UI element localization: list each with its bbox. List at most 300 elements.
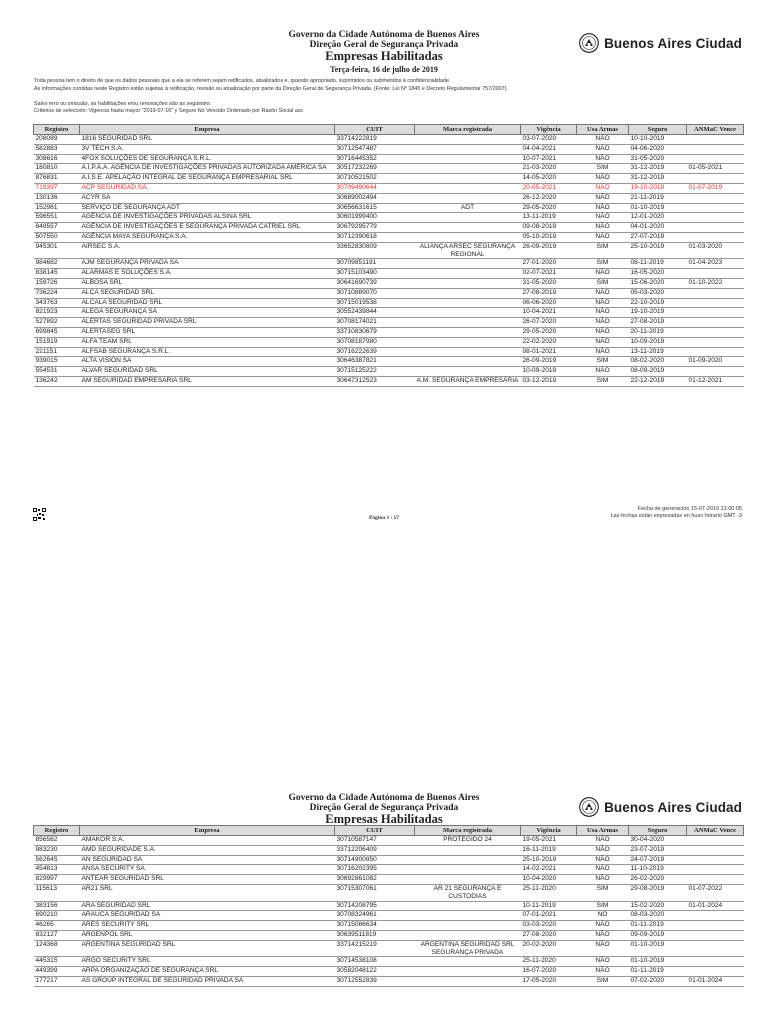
cell-anmac: [687, 347, 744, 357]
cell-empresa: ACYR SA: [80, 193, 335, 203]
cell-empresa: SERVIÇO DE SEGURANÇA ADT: [80, 203, 335, 213]
cell-registro: 180810: [34, 164, 80, 174]
cell-seguro: 10-10-2019: [629, 135, 687, 145]
cell-empresa: ARAUCA SEGURIDAD SA: [80, 911, 335, 921]
cell-anmac: [687, 327, 744, 337]
cell-vigencia: 26-09-2019: [521, 357, 577, 367]
cell-anmac: [687, 223, 744, 233]
cell-empresa: AIRSEC S.A.: [80, 242, 335, 259]
document-page-2: [0, 788, 768, 1024]
cell-anmac: 01-04-2023: [687, 259, 744, 269]
cell-usa-armas: SIM: [577, 278, 629, 288]
generation-date: Fecha de generación 15-07-2019 21:00:05: [637, 506, 742, 512]
cell-anmac: [687, 318, 744, 328]
cell-empresa: ACP SEGURIDAD SA.: [80, 183, 335, 193]
cell-usa-armas: NÃO: [577, 865, 629, 875]
city-seal-icon: [579, 33, 599, 53]
cell-registro: 596551: [34, 213, 80, 223]
cell-marca: [415, 865, 521, 875]
cell-anmac: 01-12-2021: [687, 376, 744, 386]
cell-vigencia: 17-05-2020: [521, 976, 577, 986]
table-row: [34, 930, 744, 940]
table-row: [34, 135, 744, 145]
cell-registro: 124368: [34, 940, 80, 957]
cell-marca: [415, 298, 521, 308]
cell-vigencia: 03-07-2020: [521, 135, 577, 145]
cell-vigencia: 21-03-2020: [521, 164, 577, 174]
column-header-marca: Marca registrada: [415, 826, 521, 836]
cell-cuit: 30710587147: [335, 836, 415, 846]
column-header-anmac: ANMaC Vence: [687, 125, 744, 135]
cell-marca: PROTEGIDO 24: [415, 836, 521, 846]
cell-seguro: 01-10-2019: [629, 957, 687, 967]
cell-seguro: 31-05-2020: [629, 154, 687, 164]
cell-registro: 821923: [34, 308, 80, 318]
cell-marca: ADT: [415, 203, 521, 213]
cell-cuit: 33710830679: [335, 327, 415, 337]
cell-usa-armas: NÃO: [577, 318, 629, 328]
cell-cuit: 30601999400: [335, 213, 415, 223]
cell-seguro: 08-02-2020: [629, 357, 687, 367]
table-row: [34, 901, 744, 911]
cell-marca: [415, 901, 521, 911]
cell-usa-armas: NÃO: [577, 144, 629, 154]
cell-marca: [415, 213, 521, 223]
cell-registro: 939015: [34, 357, 80, 367]
cell-seguro: 10-09-2019: [629, 337, 687, 347]
cell-usa-armas: NÃO: [577, 921, 629, 931]
cell-cuit: 30715103490: [335, 269, 415, 279]
page-number: Página 1 / 17: [368, 515, 400, 521]
cell-usa-armas: NÃO: [577, 269, 629, 279]
cell-vigencia: 16-07-2020: [521, 967, 577, 977]
cell-empresa: AR21 SRL: [80, 884, 335, 901]
cell-seguro: 08-03-2020: [629, 911, 687, 921]
cell-cuit: 30582048122: [335, 967, 415, 977]
cell-cuit: 30708187980: [335, 337, 415, 347]
cell-vigencia: 25-10-2019: [521, 855, 577, 865]
cell-empresa: ANTEAR SEGURIDAD SRL: [80, 875, 335, 885]
cell-vigencia: 13-11-2019: [521, 213, 577, 223]
cell-cuit: 30708324961: [335, 911, 415, 921]
cell-usa-armas: NÃO: [577, 232, 629, 242]
cell-anmac: [687, 865, 744, 875]
cell-anmac: [687, 144, 744, 154]
column-header-vigencia: Vigência: [521, 125, 577, 135]
cell-registro: 832127: [34, 930, 80, 940]
table-row: [34, 855, 744, 865]
table-row: [34, 242, 744, 259]
cell-empresa: ALARMAS E SOLUÇÕES S.A.: [80, 269, 335, 279]
cell-cuit: 30714208795: [335, 901, 415, 911]
table-row: [34, 318, 744, 328]
table-row: [34, 154, 744, 164]
cell-cuit: 30712547487: [335, 144, 415, 154]
cell-seguro: 12-01-2020: [629, 213, 687, 223]
cell-usa-armas: NÃO: [577, 337, 629, 347]
cell-marca: [415, 135, 521, 145]
cell-registro: 984682: [34, 259, 80, 269]
cell-cuit: 30715307061: [335, 884, 415, 901]
cell-empresa: ALCALA SEGURIDAD SRL: [80, 298, 335, 308]
cell-cuit: 33712206409: [335, 845, 415, 855]
cell-anmac: 01-10-2022: [687, 278, 744, 288]
cell-vigencia: 09-08-2019: [521, 223, 577, 233]
cell-seguro: 09-09-2019: [629, 930, 687, 940]
table-row: [34, 259, 744, 269]
cell-vigencia: 03-12-2019: [521, 376, 577, 386]
table-row: [34, 327, 744, 337]
cell-usa-armas: NÃO: [577, 327, 629, 337]
cell-anmac: [687, 135, 744, 145]
column-header-registro: Registro: [34, 826, 80, 836]
cell-vigencia: 10-04-2020: [521, 875, 577, 885]
cell-registro: 856582: [34, 836, 80, 846]
cell-registro: 383156: [34, 901, 80, 911]
cell-registro: 445315: [34, 957, 80, 967]
cell-usa-armas: NÃO: [577, 836, 629, 846]
timezone-note: Las fechas están expresadas en huso horario GMT -3: [610, 513, 742, 519]
cell-empresa: A.I.S.E. APELAÇÃO INTEGRAL DE SEGURANÇA EMPRESARIAL SRL: [80, 174, 335, 184]
column-header-seguro: Seguro: [629, 826, 687, 836]
cell-empresa: AMD SEGURIDADE S.A.: [80, 845, 335, 855]
cell-anmac: [687, 154, 744, 164]
table-header-row: [34, 826, 744, 836]
cell-vigencia: 26-12-2020: [521, 193, 577, 203]
cell-empresa: AM SEGURIDAD EMPRESARIA SRL: [80, 376, 335, 386]
cell-cuit: 33714215219: [335, 940, 415, 957]
page-gap: [0, 540, 768, 788]
cell-registro: 562645: [34, 855, 80, 865]
cell-marca: [415, 223, 521, 233]
cell-anmac: [687, 940, 744, 957]
cell-marca: [415, 269, 521, 279]
cell-seguro: 08-09-2019: [629, 367, 687, 377]
cell-marca: [415, 337, 521, 347]
cell-usa-armas: NÃO: [577, 930, 629, 940]
cell-empresa: ALERTASEG SRL: [80, 327, 335, 337]
cell-seguro: 29-08-2019: [629, 884, 687, 901]
cell-marca: [415, 957, 521, 967]
cell-seguro: 25-10-2019: [629, 242, 687, 259]
cell-registro: 130136: [34, 193, 80, 203]
report-date: Terça-feira, 16 de julho de 2019: [330, 65, 438, 74]
cell-registro: 177217: [34, 976, 80, 986]
cell-empresa: ALTA VISION SA: [80, 357, 335, 367]
cell-seguro: 24-07-2019: [629, 855, 687, 865]
column-header-cuit: CUIT: [335, 826, 415, 836]
cell-cuit: 30708174021: [335, 318, 415, 328]
cell-seguro: 01-10-2019: [629, 940, 687, 957]
cell-registro: 699845: [34, 327, 80, 337]
cell-empresa: A.I.P.A.A. AGÊNCIA DE INVESTIGAÇÕES PRIVADAS AUTORIZADA AMÉRICA SA: [80, 164, 335, 174]
cell-registro: 983230: [34, 845, 80, 855]
generation-info: [611, 506, 742, 520]
legal-notes: [34, 78, 734, 116]
cell-seguro: 13-11-2019: [629, 347, 687, 357]
column-header-cuit: CUIT: [335, 125, 415, 135]
cell-anmac: [687, 930, 744, 940]
cell-vigencia: 10-11-2019: [521, 901, 577, 911]
cell-vigencia: 27-08-2019: [521, 288, 577, 298]
cell-empresa: ARPA ORGANIZAÇÃO DE SEGURANÇA SRL: [80, 967, 335, 977]
cell-anmac: [687, 174, 744, 184]
table-row: [34, 203, 744, 213]
table-row: [34, 367, 744, 377]
cell-registro: 554531: [34, 367, 80, 377]
cell-empresa: ALFA TEAM SRL: [80, 337, 335, 347]
cell-usa-armas: NÃO: [577, 855, 629, 865]
cell-usa-armas: SIM: [577, 164, 629, 174]
cell-empresa: ALBOSA SRL: [80, 278, 335, 288]
note-line: As informações contidas neste Registro estão sujeitas à retificação, revisão ou atualização por parte da Direção Geral de Segurança Privada. (Fonte: Lei Nº 1845 e Decreto Regulamentar 757/2007).: [34, 85, 508, 92]
cell-usa-armas: NO: [577, 911, 629, 921]
cell-seguro: 20-11-2019: [629, 327, 687, 337]
cell-seguro: 19-10-2019: [629, 183, 687, 193]
cell-seguro: 30-04-2020: [629, 836, 687, 846]
cell-cuit: 30715086634: [335, 921, 415, 931]
cell-cuit: 30639511819: [335, 930, 415, 940]
cell-cuit: 30641690739: [335, 278, 415, 288]
cell-anmac: [687, 911, 744, 921]
cell-vigencia: 27-01-2020: [521, 259, 577, 269]
cell-vigencia: 29-05-2020: [521, 203, 577, 213]
cell-anmac: [687, 288, 744, 298]
cell-registro: 151919: [34, 337, 80, 347]
cell-vigencia: 26-07-2020: [521, 318, 577, 328]
city-seal-icon: [579, 797, 599, 817]
cell-marca: [415, 875, 521, 885]
cell-vigencia: 10-07-2021: [521, 154, 577, 164]
companies-table: [33, 825, 744, 987]
org-line-1: Governo da Cidade Autónoma de Buenos Aires: [288, 793, 480, 803]
cell-registro: 136242: [34, 376, 80, 386]
cell-seguro: 15-06-2020: [629, 278, 687, 288]
cell-seguro: 22-12-2019: [629, 376, 687, 386]
cell-seguro: 01-10-2019: [629, 203, 687, 213]
cell-empresa: AGÊNCIA DE INVESTIGAÇÕES PRIVADAS ALSINA SRL: [80, 213, 335, 223]
cell-usa-armas: SIM: [577, 242, 629, 259]
cell-cuit: 30712390618: [335, 232, 415, 242]
cell-vigencia: 04-04-2021: [521, 144, 577, 154]
cell-marca: [415, 144, 521, 154]
cell-vigencia: 02-07-2021: [521, 269, 577, 279]
cell-cuit: 30716445352: [335, 154, 415, 164]
cell-usa-armas: NÃO: [577, 875, 629, 885]
cell-registro: 736224: [34, 288, 80, 298]
cell-marca: [415, 976, 521, 986]
cell-registro: 208089: [34, 135, 80, 145]
cell-registro: 690210: [34, 911, 80, 921]
cell-usa-armas: SIM: [577, 259, 629, 269]
org-line-2: Direção Geral de Segurança Privada: [309, 40, 459, 50]
cell-registro: 838145: [34, 269, 80, 279]
cell-marca: ARGENTINA SEGURIDAD SRL SEGURANÇA PRIVADA: [415, 940, 521, 957]
cell-vigencia: 20-05-2021: [521, 183, 577, 193]
cell-usa-armas: NÃO: [577, 213, 629, 223]
column-header-vigencia: Vigência: [521, 826, 577, 836]
cell-usa-armas: SIM: [577, 976, 629, 986]
cell-seguro: 05-03-2020: [629, 288, 687, 298]
table-row: [34, 865, 744, 875]
cell-vigencia: 25-11-2020: [521, 884, 577, 901]
cell-registro: 876831: [34, 174, 80, 184]
table-row: [34, 144, 744, 154]
cell-anmac: [687, 308, 744, 318]
table-row: [34, 308, 744, 318]
cell-seguro: 08-11-2019: [629, 259, 687, 269]
table-row: [34, 976, 744, 986]
cell-marca: [415, 183, 521, 193]
cell-vigencia: 25-11-2020: [521, 957, 577, 967]
column-header-marca: Marca registrada: [415, 125, 521, 135]
cell-vigencia: 27-08-2020: [521, 930, 577, 940]
cell-marca: [415, 921, 521, 931]
cell-vigencia: 08-01-2021: [521, 347, 577, 357]
cell-anmac: [687, 836, 744, 846]
cell-empresa: ALEGA SEGURANÇA SA: [80, 308, 335, 318]
logo-text: Buenos Aires Ciudad: [604, 799, 742, 815]
cell-anmac: [687, 337, 744, 347]
column-header-anmac: ANMaC Vence: [687, 826, 744, 836]
table-row: [34, 164, 744, 174]
cell-usa-armas: NÃO: [577, 288, 629, 298]
cell-cuit: 30714900850: [335, 855, 415, 865]
cell-usa-armas: SIM: [577, 376, 629, 386]
cell-marca: A.M. SEGURANÇA EMPRESÁRIA: [415, 376, 521, 386]
table-row: [34, 288, 744, 298]
cell-anmac: [687, 921, 744, 931]
cell-marca: [415, 967, 521, 977]
cell-usa-armas: SIM: [577, 901, 629, 911]
cell-cuit: 33714222819: [335, 135, 415, 145]
cell-vigencia: 10-04-2021: [521, 308, 577, 318]
cell-anmac: 01-05-2021: [687, 164, 744, 174]
table-row: [34, 376, 744, 386]
cell-usa-armas: SIM: [577, 357, 629, 367]
cell-cuit: 30517232269: [335, 164, 415, 174]
table-row: [34, 940, 744, 957]
cell-empresa: AGÊNCIA DE INVESTIGAÇÕES E SEGURANÇA PRIVADA CATRIEL SRL: [80, 223, 335, 233]
cell-registro: 343763: [34, 298, 80, 308]
cell-seguro: 23-07-2019: [629, 845, 687, 855]
cell-seguro: 26-02-2020: [629, 875, 687, 885]
cell-vigencia: 20-02-2020: [521, 940, 577, 957]
cell-usa-armas: NÃO: [577, 154, 629, 164]
page-title: Empresas Habilitadas: [325, 49, 443, 63]
table-row: [34, 347, 744, 357]
cell-empresa: ARA SEGURIDAD SRL: [80, 901, 335, 911]
cell-anmac: [687, 855, 744, 865]
table-row: [34, 836, 744, 846]
logo-text: Buenos Aires Ciudad: [604, 35, 742, 51]
cell-usa-armas: NÃO: [577, 957, 629, 967]
note-line: Salvo erro ou omissão, as habilitações e/ou renovações são as seguintes:: [34, 100, 212, 107]
cell-empresa: ALERTAS SEGURIDAD PRIVADA SRL: [80, 318, 335, 328]
cell-marca: [415, 174, 521, 184]
cell-usa-armas: NÃO: [577, 347, 629, 357]
cell-anmac: [687, 269, 744, 279]
cell-empresa: 3V TECH S.A.: [80, 144, 335, 154]
cell-seguro: 31-12-2019: [629, 174, 687, 184]
cell-marca: [415, 278, 521, 288]
cell-anmac: [687, 967, 744, 977]
cell-vigencia: 03-03-2020: [521, 921, 577, 931]
city-logo: [579, 797, 742, 817]
cell-marca: [415, 911, 521, 921]
table-row: [34, 357, 744, 367]
table-row: [34, 232, 744, 242]
cell-usa-armas: NÃO: [577, 203, 629, 213]
cell-seguro: 19-10-2019: [629, 308, 687, 318]
cell-usa-armas: NÃO: [577, 135, 629, 145]
cell-registro: 507550: [34, 232, 80, 242]
cell-seguro: 11-10-2019: [629, 865, 687, 875]
cell-usa-armas: NÃO: [577, 174, 629, 184]
table-row: [34, 337, 744, 347]
table-row: [34, 174, 744, 184]
column-header-empresa: Empresa: [80, 125, 335, 135]
cell-usa-armas: SIM: [577, 884, 629, 901]
cell-vigencia: 19-05-2021: [521, 836, 577, 846]
cell-vigencia: 10-09-2019: [521, 367, 577, 377]
table-row: [34, 269, 744, 279]
cell-anmac: [687, 875, 744, 885]
table-row: [34, 193, 744, 203]
cell-marca: [415, 327, 521, 337]
cell-registro: 848557: [34, 223, 80, 233]
cell-marca: [415, 347, 521, 357]
table-row: [34, 911, 744, 921]
cell-registro: 719397: [34, 183, 80, 193]
cell-marca: AR 21 SEGURANÇA E CUSTODIAS: [415, 884, 521, 901]
cell-registro: 46265: [34, 921, 80, 931]
cell-seguro: 04-06-2020: [629, 144, 687, 154]
cell-empresa: ALVAR SEGURIDAD SRL: [80, 367, 335, 377]
cell-empresa: ALFSAB SEGURANÇA S.R.L.: [80, 347, 335, 357]
cell-cuit: 33652830809: [335, 242, 415, 259]
cell-empresa: ARGENTINA SEGURIDAD SRL: [80, 940, 335, 957]
note-line: Toda pessoa tem o direito de que os dados pessoais que a ela se referem sejam retificados, atualizados e, quando apropriado, suprimidos ou submetidos à confidencialidade.: [34, 78, 451, 84]
cell-marca: ALIANÇA ARSEC SEGURANÇA REGIONAL: [415, 242, 521, 259]
cell-marca: [415, 845, 521, 855]
cell-empresa: 1816 SEGURIDAD SRL: [80, 135, 335, 145]
column-header-registro: Registro: [34, 125, 80, 135]
cell-seguro: 22-10-2019: [629, 298, 687, 308]
cell-registro: 449399: [34, 967, 80, 977]
cell-marca: [415, 367, 521, 377]
cell-anmac: [687, 845, 744, 855]
cell-cuit: 30712552839: [335, 976, 415, 986]
selection-criteria: Criterios de selección: Vigencia hasta mayor "2019-07-16" y Seguro No Vencido Ordenado por Razón Social asc: [34, 108, 304, 115]
cell-vigencia: 26-09-2019: [521, 242, 577, 259]
cell-seguro: 04-01-2020: [629, 223, 687, 233]
cell-marca: [415, 154, 521, 164]
cell-usa-armas: NÃO: [577, 845, 629, 855]
cell-anmac: [687, 203, 744, 213]
cell-vigencia: 07-01-2021: [521, 911, 577, 921]
cell-anmac: 01-07-2022: [687, 884, 744, 901]
cell-usa-armas: NÃO: [577, 298, 629, 308]
cell-registro: 221151: [34, 347, 80, 357]
cell-cuit: 30692861082: [335, 875, 415, 885]
cell-anmac: 01-01-2024: [687, 901, 744, 911]
cell-vigencia: 31-05-2020: [521, 278, 577, 288]
cell-empresa: AJM SEGURANÇA PRIVADA SA: [80, 259, 335, 269]
cell-seguro: 16-05-2020: [629, 269, 687, 279]
cell-cuit: 30646387821: [335, 357, 415, 367]
cell-anmac: 01-03-2020: [687, 242, 744, 259]
